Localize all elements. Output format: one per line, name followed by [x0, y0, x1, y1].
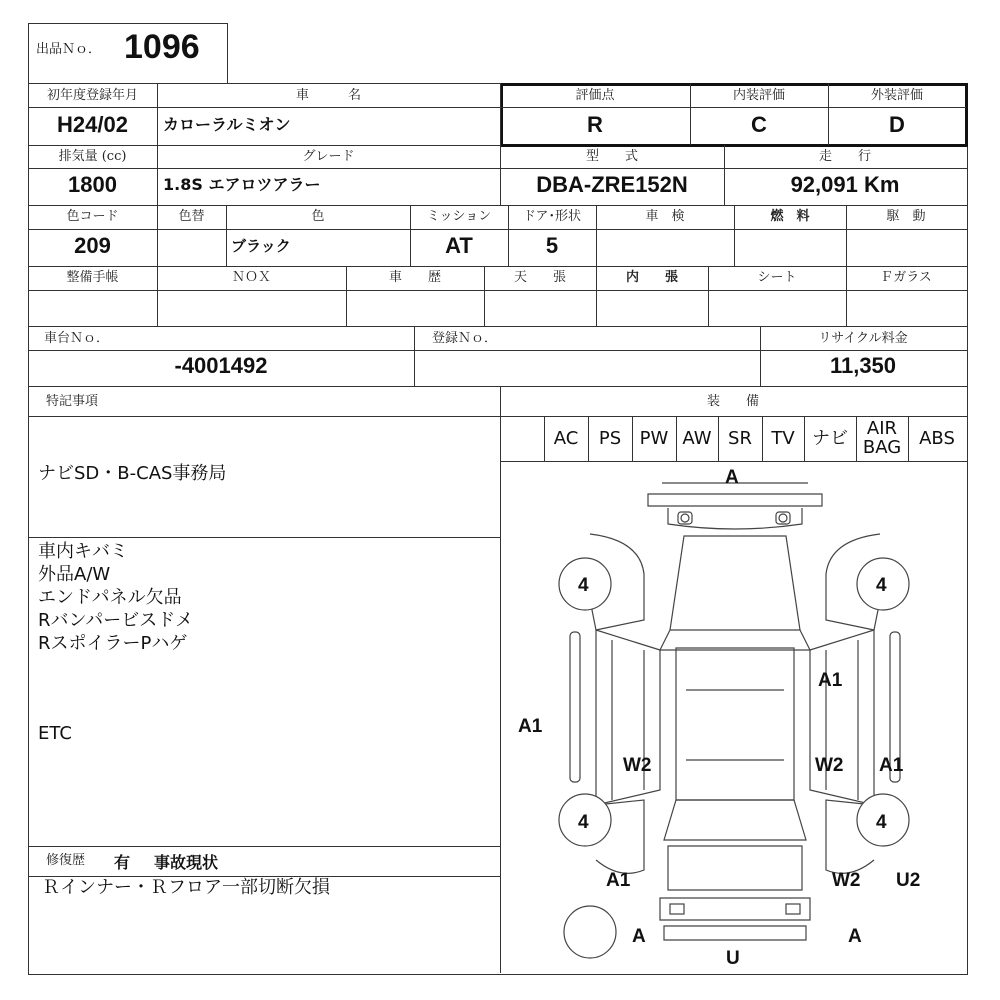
equip-airbag-bottom: BAG: [862, 437, 902, 458]
color-code-value: 209: [74, 233, 111, 258]
displacement-value: 1800: [68, 172, 117, 197]
interior-value: C: [751, 112, 767, 137]
equipment-label: 装 備: [706, 394, 759, 409]
door-label: ドア･形状: [522, 209, 582, 224]
grade-label: グレード: [302, 149, 355, 164]
drive-label: 駆 動: [886, 209, 926, 224]
mark-left-side: A1: [518, 716, 543, 737]
mark-right-front-door: A1: [818, 670, 843, 691]
note-line: 外品A/W: [38, 564, 111, 585]
equip-navi: ナビ: [812, 428, 848, 449]
mark-tire-fr: 4: [876, 575, 887, 596]
mark-rear-bumper: U: [726, 948, 740, 969]
equip-aw: AW: [682, 428, 712, 449]
interior-label: 内装評価: [732, 88, 785, 103]
mark-rear-left: A: [632, 926, 646, 947]
seat-label: シート: [757, 270, 797, 285]
chassis-label: 車台Ｎｏ．: [44, 331, 110, 346]
mark-right-rear-door: W2: [815, 755, 844, 776]
equip-ps: PS: [598, 428, 622, 449]
car-diagram: [500, 461, 966, 973]
transmission-value: AT: [445, 233, 473, 258]
history-label: 車 歴: [388, 270, 441, 285]
notes-line-1: ナビSD・B-CAS事務局: [38, 463, 227, 484]
mark-tire-rr: 4: [876, 812, 887, 833]
model-value: DBA-ZRE152N: [536, 172, 688, 197]
car-name-label: 車 名: [295, 88, 361, 103]
inspection-label: 車 検: [645, 209, 685, 224]
notes-label: 特記事項: [46, 394, 99, 409]
note-line: RスポイラーPハゲ: [38, 633, 188, 654]
nox-label: ＮＯＸ: [231, 270, 271, 285]
color-change-label: 色替: [178, 209, 205, 224]
equip-pw: PW: [639, 428, 669, 449]
note-line: 車内キバミ: [38, 541, 128, 562]
mileage-label: 走 行: [818, 149, 871, 164]
notes-etc: ETC: [38, 723, 72, 744]
chassis-value: -4001492: [174, 353, 268, 378]
mark-front-bumper: A: [725, 467, 739, 488]
equip-airbag-top: AIR: [866, 418, 898, 439]
exterior-value: D: [889, 112, 905, 137]
color-value: ブラック: [231, 237, 291, 255]
lot-label: 出品Ｎｏ．: [36, 42, 102, 57]
car-name-value: カローラルミオン: [163, 115, 291, 134]
mark-right-side: A1: [879, 755, 904, 776]
equip-sr: SR: [728, 428, 752, 449]
lot-number: 1096: [124, 28, 200, 66]
door-value: 5: [545, 233, 559, 258]
fuel-value: [734, 229, 846, 263]
first-reg-value: H24/02: [57, 112, 128, 137]
glass-label: Ｆガラス: [880, 270, 932, 285]
recycle-label: リサイクル料金: [818, 331, 908, 346]
color-label: 色: [311, 209, 325, 224]
displacement-label: 排気量 (cc): [58, 149, 127, 164]
recycle-value: 11,350: [829, 353, 897, 378]
notes-list: [38, 540, 193, 655]
manual-label: 整備手帳: [66, 270, 119, 285]
drive-value: [846, 229, 966, 263]
exterior-label: 外装評価: [870, 88, 923, 103]
equip-tv: TV: [771, 428, 795, 449]
grade-value: 1.8S エアロツアラー: [163, 175, 321, 194]
mark-tire-fl: 4: [578, 575, 589, 596]
repair-status: 有: [114, 853, 131, 872]
mark-right-rear: U2: [896, 870, 921, 891]
mileage-value: 92,091 Km: [790, 172, 900, 197]
interior-trim-label: 内 張: [625, 270, 678, 285]
note-line: エンドパネル欠品: [38, 587, 182, 608]
repair-label: 修復歴: [46, 853, 86, 868]
equip-ac: AC: [553, 428, 579, 449]
mark-rear-right: A: [848, 926, 862, 947]
model-label: 型 式: [585, 149, 638, 164]
mark-left-quarter: A1: [606, 870, 631, 891]
score-label: 評価点: [575, 88, 615, 103]
mark-tire-rl: 4: [578, 812, 589, 833]
transmission-label: ミッション: [426, 209, 492, 224]
accident-label: 事故現状: [154, 853, 219, 872]
mark-right-quarter: W2: [832, 870, 861, 891]
reg-no-value: [414, 349, 760, 383]
fuel-label: 燃 料: [770, 209, 810, 224]
score-value: R: [587, 112, 603, 137]
roof-label: 天 張: [513, 270, 566, 285]
equip-abs: ABS: [919, 428, 955, 449]
reg-no-label: 登録Ｎｏ．: [432, 331, 498, 346]
note-line: Rバンパービスドメ: [38, 610, 194, 631]
inspection-value: [596, 229, 734, 263]
color-code-label: 色コード: [66, 209, 119, 224]
repair-detail: Ｒインナー・Ｒフロア一部切断欠損: [42, 877, 330, 898]
color-change-value: [157, 229, 226, 263]
first-reg-label: 初年度登録年月: [46, 88, 138, 103]
mark-left-rear-door: W2: [623, 755, 652, 776]
